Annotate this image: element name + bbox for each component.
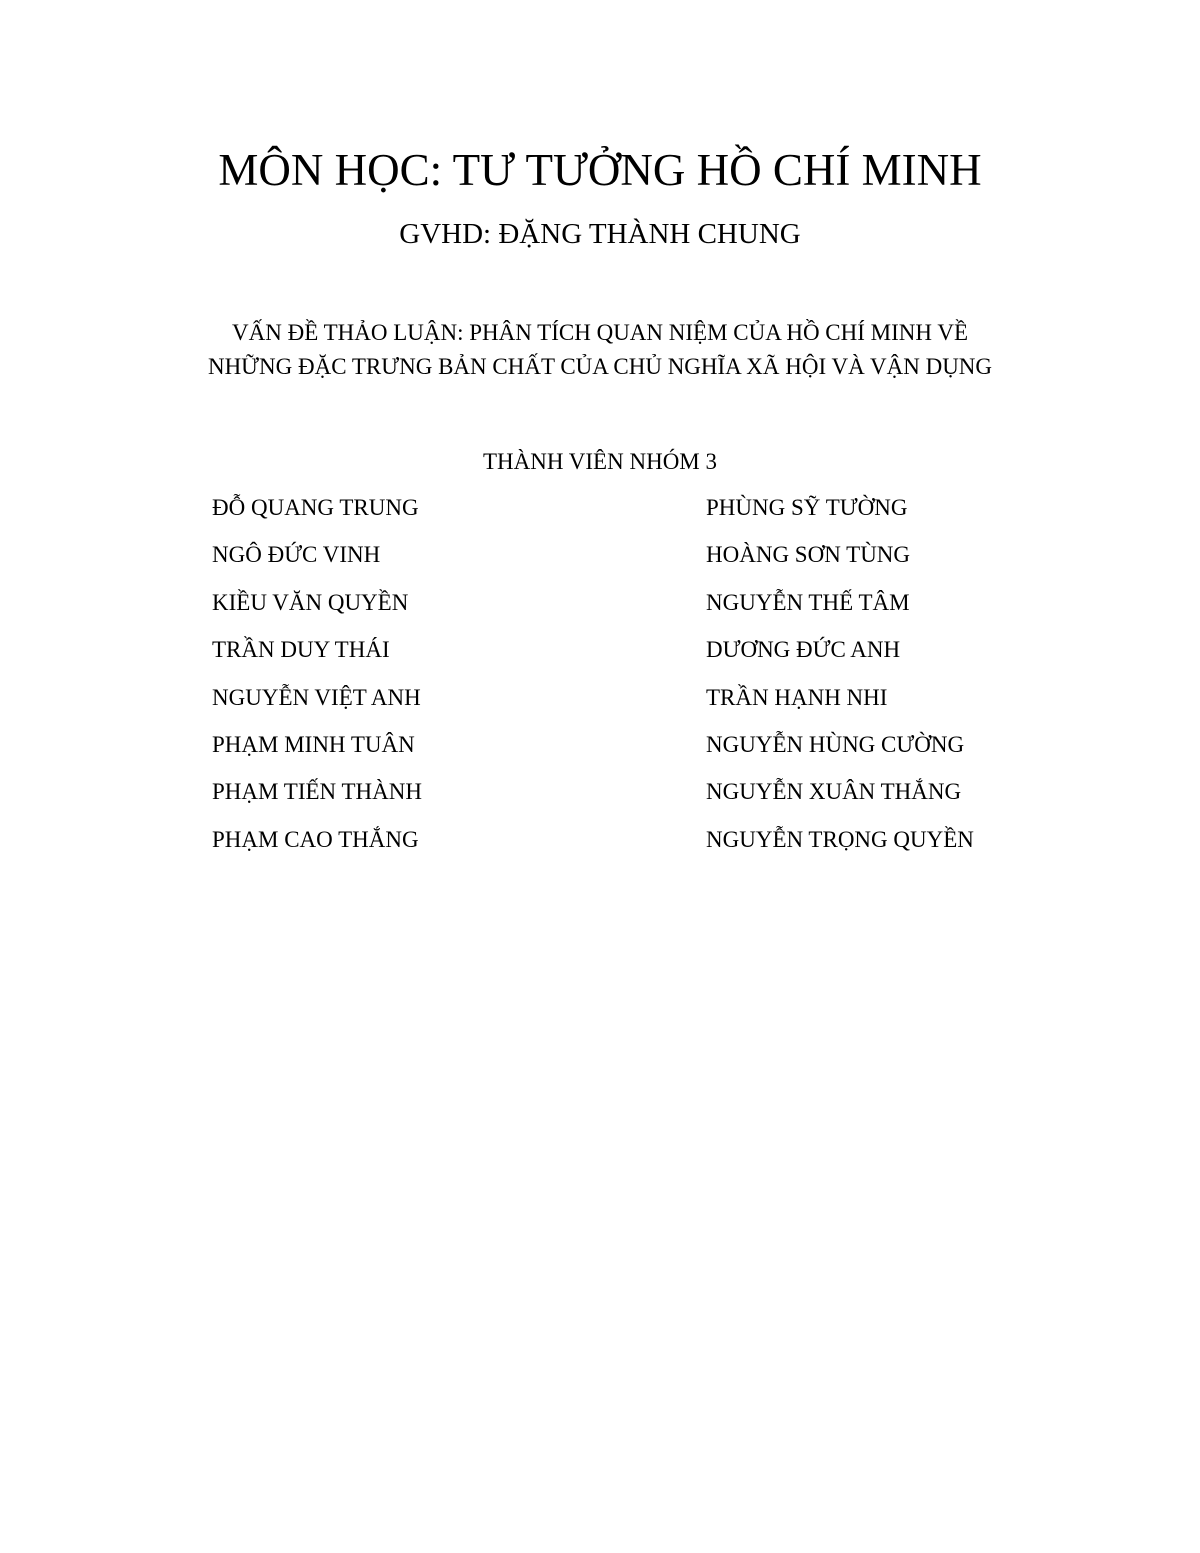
topic-line-2: NHỮNG ĐẶC TRƯNG BẢN CHẤT CỦA CHỦ NGHĨA XÃ HỘI VÀ VẬN DỤNG [207,354,993,379]
member-name: HOÀNG SƠN TÙNG [706,542,911,568]
member-name: KIỀU VĂN QUYỀN [212,589,409,615]
member-name: NGUYỄN THẾ TÂM [706,589,910,615]
member-name: NGUYỄN XUÂN THẮNG [706,779,962,805]
discussion-topic [0,316,1200,384]
member-name: NGUYỄN VIỆT ANH [212,684,421,710]
members-heading: THÀNH VIÊN NHÓM 3 [482,449,718,474]
course-title: MÔN HỌC: TƯ TƯỞNG HỒ CHÍ MINH [218,145,982,195]
member-name: TRẦN DUY THÁI [212,637,390,663]
member-name: PHÙNG SỸ TƯỜNG [706,495,908,520]
instructor-line: GVHD: ĐẶNG THÀNH CHUNG [399,218,801,250]
members-left-column [212,488,632,867]
member-name: NGUYỄN HÙNG CƯỜNG [706,731,965,757]
member-name: PHẠM TIẾN THÀNH [212,779,422,805]
member-name: NGÔ ĐỨC VINH [212,542,381,568]
member-name: PHẠM CAO THẮNG [212,826,419,852]
member-name: DƯƠNG ĐỨC ANH [706,637,901,663]
members-right-column [706,488,1126,867]
member-name: TRẦN HẠNH NHI [706,684,888,710]
topic-line-1: VẤN ĐỀ THẢO LUẬN: PHÂN TÍCH QUAN NIỆM CỦA HỒ CHÍ MINH VỀ [232,320,968,345]
member-name: PHẠM MINH TUÂN [212,731,415,757]
member-name: ĐỖ QUANG TRUNG [212,495,419,520]
member-name: NGUYỄN TRỌNG QUYỀN [706,826,974,852]
